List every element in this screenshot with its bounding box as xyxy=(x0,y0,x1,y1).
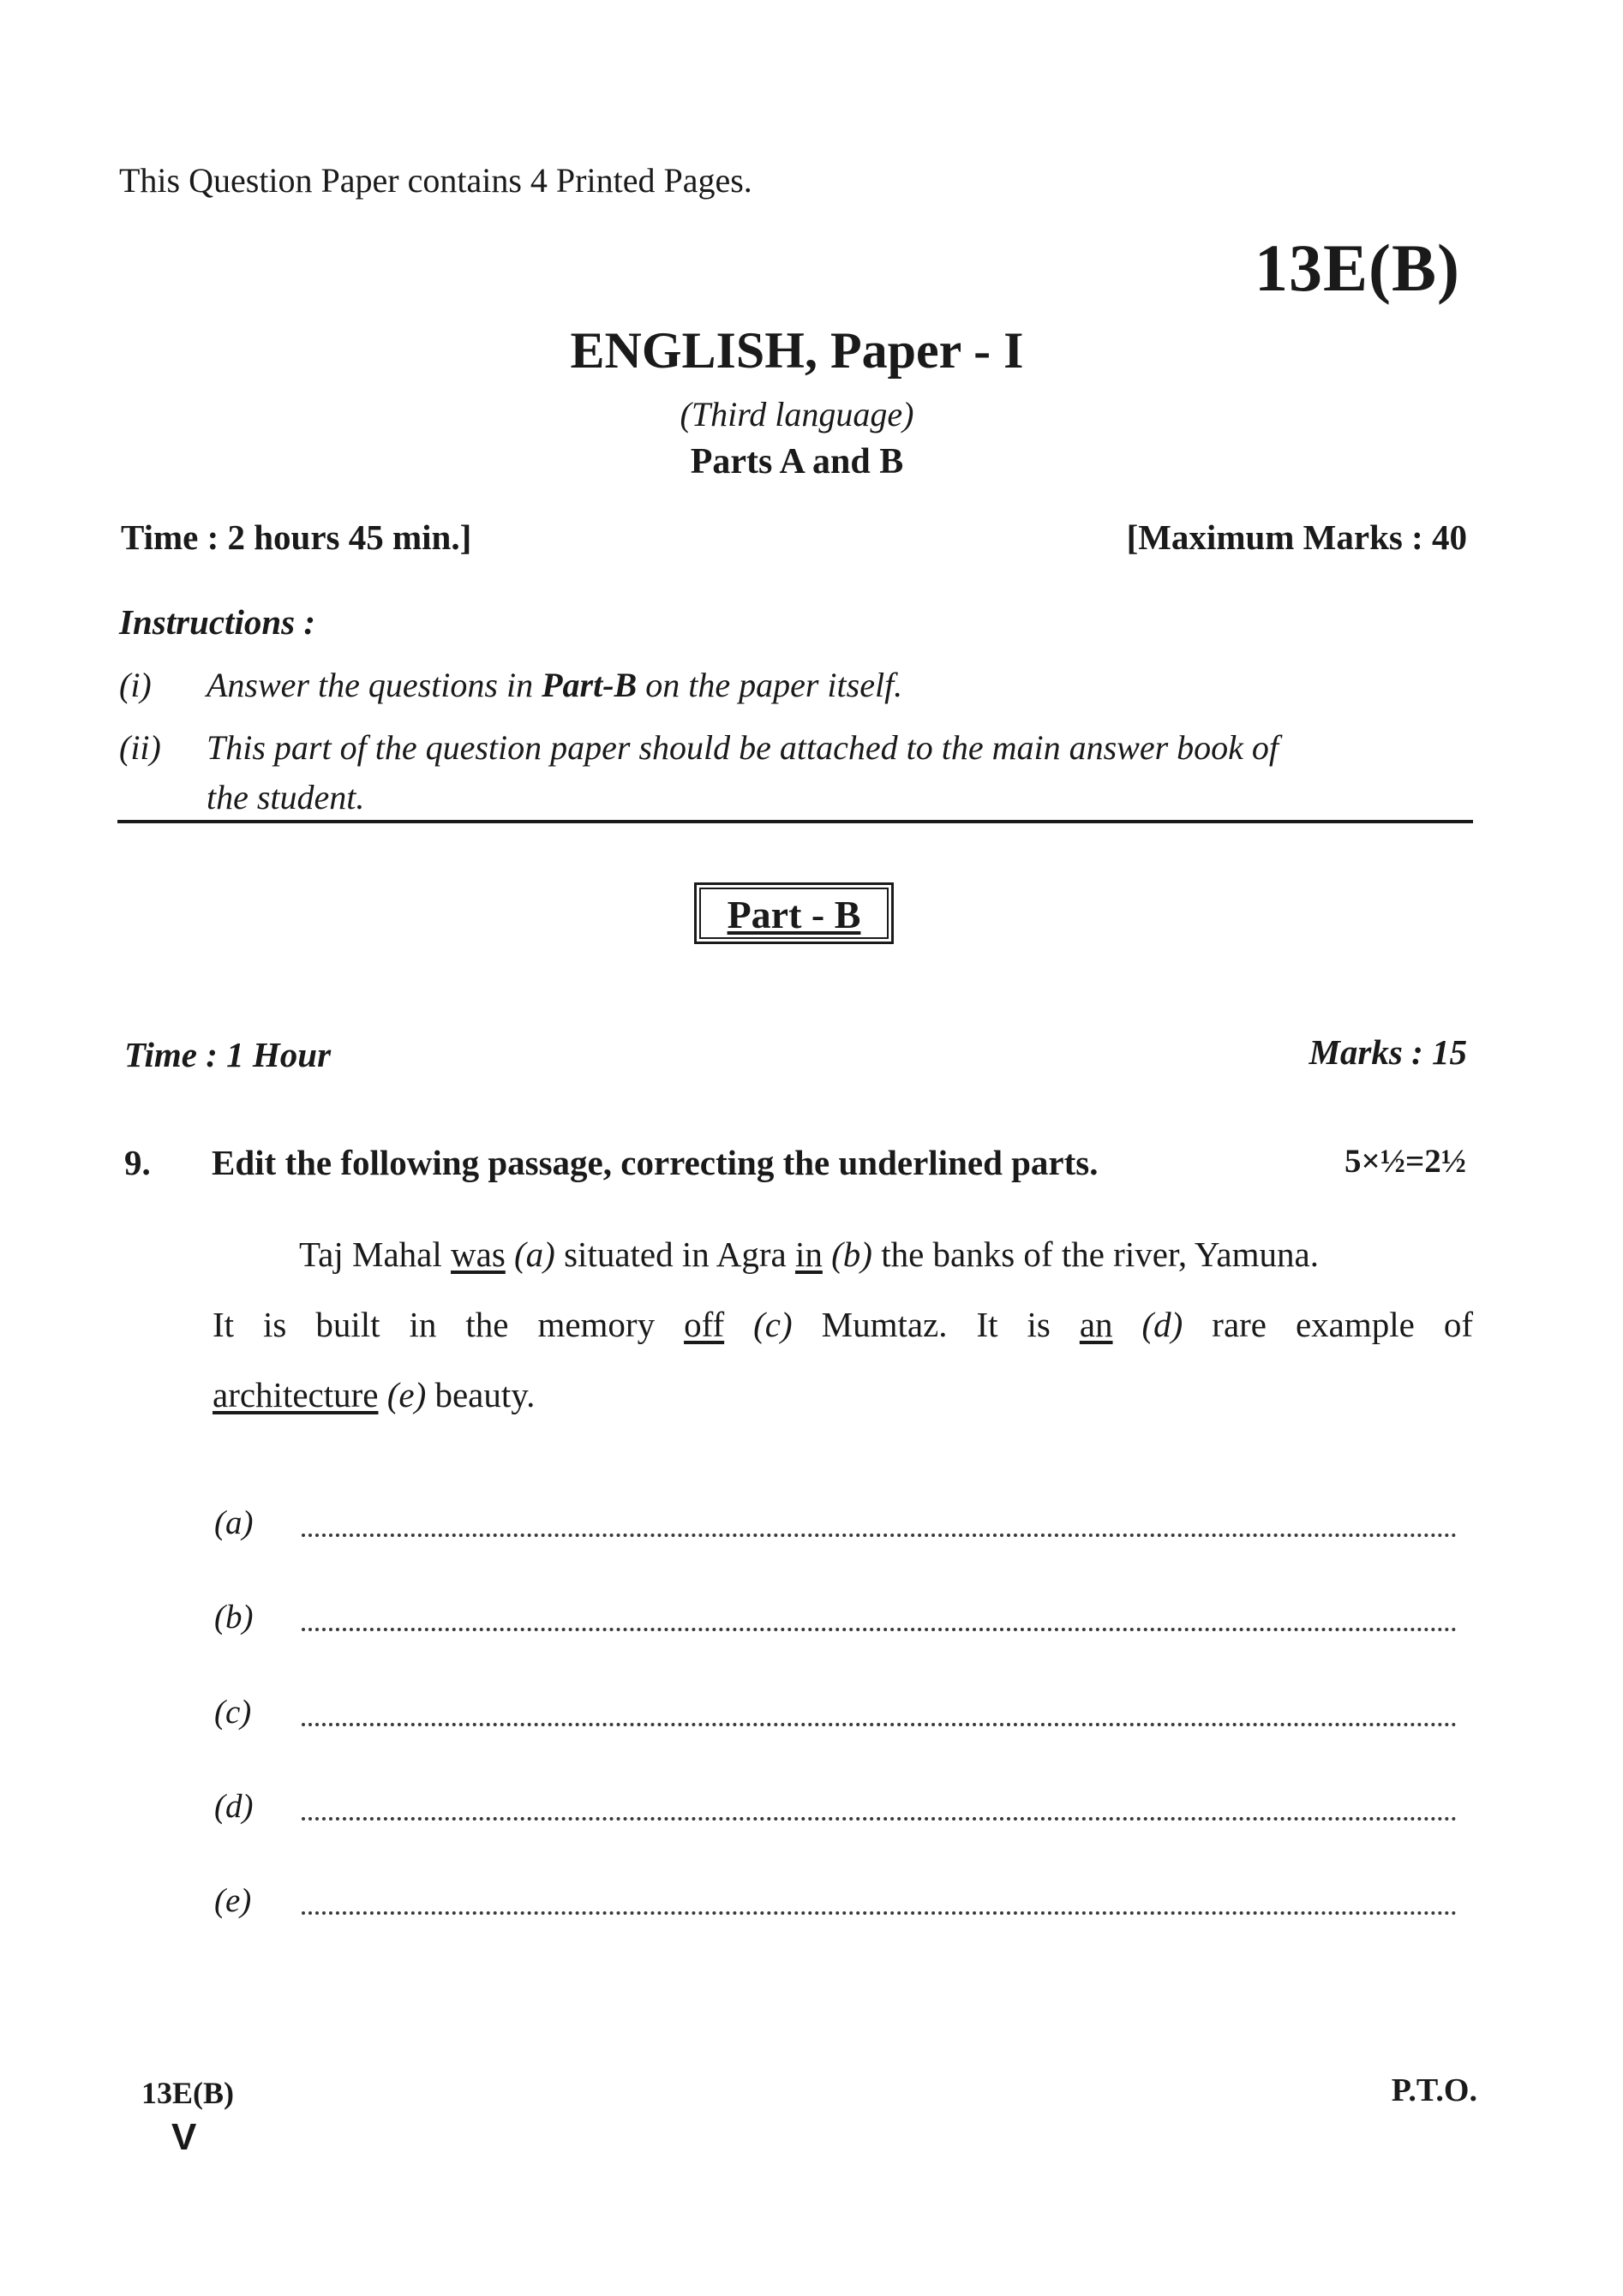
question-marks: 5×½=2½ xyxy=(1345,1143,1466,1180)
underlined-error: was xyxy=(451,1235,506,1274)
parts-label: Parts A and B xyxy=(690,442,904,481)
answer-blank[interactable] xyxy=(302,1723,1457,1726)
maximum-marks: [Maximum Marks : 40 xyxy=(1126,517,1467,557)
passage-text: Mumtaz. It is xyxy=(821,1305,1080,1344)
underlined-error: an xyxy=(1079,1305,1113,1344)
instructions-heading: Instructions : xyxy=(119,602,316,642)
page-count-note: This Question Paper contains 4 Printed Pages. xyxy=(119,161,752,200)
passage-text: Taj Mahal xyxy=(299,1235,452,1274)
instruction-text: This part of the question paper should be attached to the main answer book of xyxy=(207,728,1279,767)
part-b-label: Part - B xyxy=(727,893,861,936)
blank-marker: (a) xyxy=(505,1235,565,1274)
passage-text: situated in Agra xyxy=(564,1235,795,1274)
part-b-box xyxy=(694,882,894,944)
footer-paper-code: 13E(B) xyxy=(141,2076,234,2110)
footer-letter: V xyxy=(171,2116,197,2158)
instruction-item xyxy=(207,665,902,705)
passage-text: beauty. xyxy=(434,1375,536,1414)
instruction-text: the student. xyxy=(207,778,365,816)
answer-label: (e) xyxy=(214,1882,252,1919)
underlined-error: off xyxy=(684,1305,725,1344)
answer-blank[interactable] xyxy=(302,1628,1457,1631)
instruction-number: (i) xyxy=(119,666,152,704)
underlined-error: in xyxy=(794,1235,823,1274)
part-b-marks: Marks : 15 xyxy=(1309,1032,1467,1072)
blank-marker: (c) xyxy=(724,1305,822,1344)
total-time: Time : 2 hours 45 min.] xyxy=(121,517,472,557)
question-number: 9. xyxy=(124,1143,151,1182)
instruction-number: (ii) xyxy=(119,728,161,767)
answer-blank[interactable] xyxy=(302,1534,1457,1537)
answer-label: (a) xyxy=(214,1504,254,1541)
instruction-text: on the paper itself. xyxy=(637,666,903,704)
answer-blank[interactable] xyxy=(302,1911,1457,1915)
paper-subtitle: (Third language) xyxy=(680,395,914,433)
passage-text: It is built in the memory xyxy=(213,1305,685,1344)
instruction-bold: Part-B xyxy=(542,666,638,704)
answer-blank[interactable] xyxy=(302,1817,1457,1821)
answer-label: (b) xyxy=(214,1599,254,1635)
divider-rule xyxy=(117,820,1473,823)
blank-marker: (e) xyxy=(378,1375,435,1414)
blank-marker: (b) xyxy=(822,1235,882,1274)
part-b-box-inner xyxy=(699,888,889,939)
passage-line xyxy=(213,1374,535,1415)
paper-code: 13E(B) xyxy=(1255,230,1460,305)
underlined-error: architecture xyxy=(213,1375,379,1414)
passage-line xyxy=(213,1304,1473,1345)
passage-text: rare example of xyxy=(1212,1305,1473,1344)
part-b-time: Time : 1 Hour xyxy=(124,1035,332,1074)
passage-text: the banks of the river, Yamuna. xyxy=(881,1235,1319,1274)
passage-line xyxy=(299,1234,1319,1275)
blank-marker: (d) xyxy=(1112,1305,1213,1344)
answer-label: (c) xyxy=(214,1694,252,1731)
question-text: Edit the following passage, correcting the underlined parts. xyxy=(212,1143,1099,1182)
please-turn-over: P.T.O. xyxy=(1391,2072,1477,2108)
answer-label: (d) xyxy=(214,1788,254,1825)
instruction-text: Answer the questions in xyxy=(207,666,542,704)
paper-title: ENGLISH, Paper - I xyxy=(570,322,1024,379)
